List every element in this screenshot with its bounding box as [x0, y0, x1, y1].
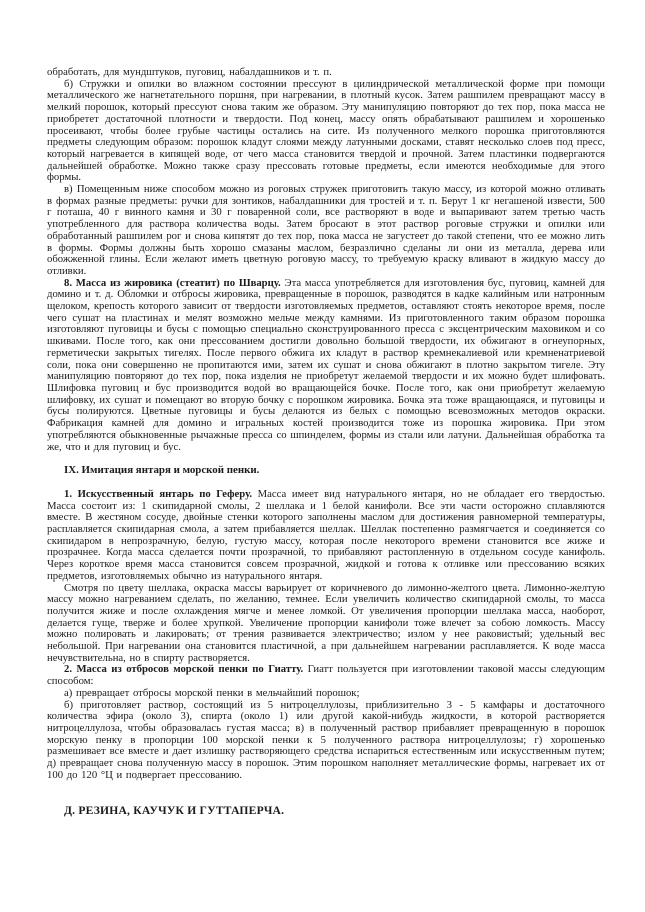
paragraph-meerschaum-mass [47, 664, 605, 687]
paragraph-steatite-text: Эта масса употребляется для изготовления бус, пуговиц, камней для домино и т. д. Обломки и отбросы жировика, превращенные в порошок, разводятся в кадке калийным или натронным щелоком, крепость которого зависит от твердости изготовляемых предметов, оставляют стоять некоторое время, после чего сушат на пластинах и мелят возможно мельче между камнями. Из приготовленного таким образом порошка изготовляют пуговицы и бусы с помощью специально сконструированного пресса с эксцентрическим маховиком и со шкивами. После того, как они прессованием достигли довольно большой твердости, их обжигают в огнеупорных, герметически закрытых тигелях. После первого обжига их кладут в раствор кремнекалиевой или кремненатриевой соли, пока они совершенно не пропитаются ими, затем их сушат и снова обжигают в плотно закрытом тигеле. Эту манипуляцию повторяют до тех пор, пока изделия не приобретут желаемой твердости и их можно будет шлифовать. Шлифовка пуговиц и бус производится водой во вращающейся бочке. После того, как они приобретут желаемую шлифовку, их сушат и помещают во вторую бочку с порошком жировика. Бочка эта тоже вращающаяся, и пуговицы и бусы полируются. Цветные пуговицы и бусы делаются из белых с помощью всевозможных методов окраски. Фабрикация камней для домино и игральных костей производится тоже из порошка жировика. При этом употребляются обыкновенные рычажные пресса со шпинделем, формы из стали или латуни. Дальнейшая обработка та же, что и для пуговиц и бус. [47, 276, 605, 453]
paragraph-meerschaum-lead: 2. Масса из отбросов морской пенки по Гиатту. [64, 663, 304, 676]
body-text-continuation: обработать, для мундштуков, пуговиц, набалдашников и т. п. [47, 66, 332, 78]
paragraph-amber-text: Масса имеет вид натурального янтаря, но не обладает его твердостью. Масса состоит из: 1 скипидарной смолы, 2 шеллака и 1 белой канифоли. Все эти части осторожно сплавляются вместе. В жестяном сосуде, двойные стенки которого заполнены маслом для достижения равномерной температуры, расплавляется скипидарная смола, а затем прибавляется шеллак. Шеллак постепенно размягчается и соединяется со скипидаром в непрозрачную, белую, густую массу, которая после некоторого времени становится все жиже и прозрачнее. Когда масса сделается почти прозрачной, то прибавляют растопленную в отдельном сосуде канифоль. Через короткое время масса становится совсем прозрачной, жидкой и готова к отливке или прессованию всяких предметов, изготовляемых обычно из натурального янтаря. [47, 487, 606, 582]
paragraph-horn-casting: в) Помещенным ниже способом можно из роговых стружек приготовить такую массу, из которой можно отливать в формах разные предметы: ручки для зонтиков, набалдашники для тростей и т. п. Берут 1 кг негашеной извести, 500 г поташа, 40 г винного камня и 30 г поваренной соли, все растворяют в воде и выпаривают затем третью часть употребленного для раствора количества воды. Затем бросают в этот раствор роговые стружки и опилки или обработанный рашпилем рог и снова кипятят до тех пор, пока масса не загустеет до такой степени, что ее можно лить в формы. Формы должны быть хорошо смазаны маслом, безразлично сделаны ли они из металла, дерева или обожженной глины. Если желают иметь цветную роговую массу, то требуемую краску вливают в жидкую массу до отливки. [47, 183, 605, 277]
list-item-step-b: б) приготовляет раствор, состоящий из 5 нитроцеллулозы, приблизительно 3 - 5 камфары и достаточного количества эфира (около 3), спирта (около 1) или другой какой-нибудь жидкости, в которой растворяется нитроцеллулоза, чтобы образовалась густая масса; в) в полученный раствор прибавляет превращенную в порошок морскую пенку в пропорции 100 морской пенки к 5 полученного раствора нитроцеллулозы; г) хорошенько размешивает все вместе и дает излишку растворяющего средства испариться естественным или искусственным путем; д) превращает снова полученную массу в порошок. Этим порошком наполняет металлические формы, нагревает их от 100 до 120 °Ц и подвергает прессованию. [47, 698, 605, 781]
section-heading-amber-imitation: IX. Имитация янтаря и морской пенки. [64, 464, 260, 477]
paragraph-artificial-amber [47, 489, 605, 583]
paragraph-amber-lead: 1. Искусственный янтарь по Геферу. [64, 487, 253, 500]
paragraph-amber-properties: Смотря по цвету шеллака, окраска массы варьирует от коричневого до лимонно-желтого цвета. Лимонно-желтую массу можно нагреванием сделать, по желанию, темнее. Если увеличить количество скипидарной смолы, то масса получится жиже и после охлаждения мягче и менее ломкой. От увеличения пропорции шеллака масса, наоборот, делается гуще, тверже и более хрупкой. Увеличение пропорции канифоли тоже влечет за собою ломкость. Массу можно полировать и лакировать; от трения развивается электричество; излом у нее раковистый; удельный вес небольшой. При нагревании она становится пластичной, а при дальнейшем нагревании расплавляется. К воде масса нечувствительна, но в спирту растворяется. [47, 581, 605, 664]
paragraph-steatite-lead: 8. Масса из жировика (стеатит) по Шварцу. [64, 276, 281, 289]
paragraph-meerschaum-text: Гиатт пользуется при изготовлении таковой массы следующим способом: [47, 663, 605, 688]
paragraph-steatite-mass [47, 278, 605, 454]
paragraph-horn-pressing: б) Стружки и опилки во влажном состоянии прессуют в цилиндрической металлической форме при помощи металлического же нагнетательного поршня, при нагревании, в плотный кусок. Затем рашпилем превращают массу в мелкий порошок, который прессуют снова таким же образом. Эту манипуляцию повторяют до тех пор, пока масса не приобретет достаточной плотности и твердости. Под конец, массу опять обрабатывают рашпилем и хорошенько просеивают, чтобы более грубые частицы остались на сите. Из полученного мелкого порошка приготовляются предметы следующим образом: порошок кладут слоями между латунными досками, ставят несколько слоев под пресс, который нагревается в кипящей воде, от чего масса становится твердой и прочной. Затем пластинки подвергаются дальнейшей обработке. Можно также сразу прессовать готовые предметы, если имеются необходимые для этого формы. [47, 77, 605, 184]
list-item-step-a: а) превращает отбросы морской пенки в мельчайший порошок; [64, 686, 360, 699]
section-heading-rubber: Д. РЕЗИНА, КАУЧУК И ГУТТАПЕРЧА. [64, 804, 285, 818]
document-page [47, 67, 605, 817]
